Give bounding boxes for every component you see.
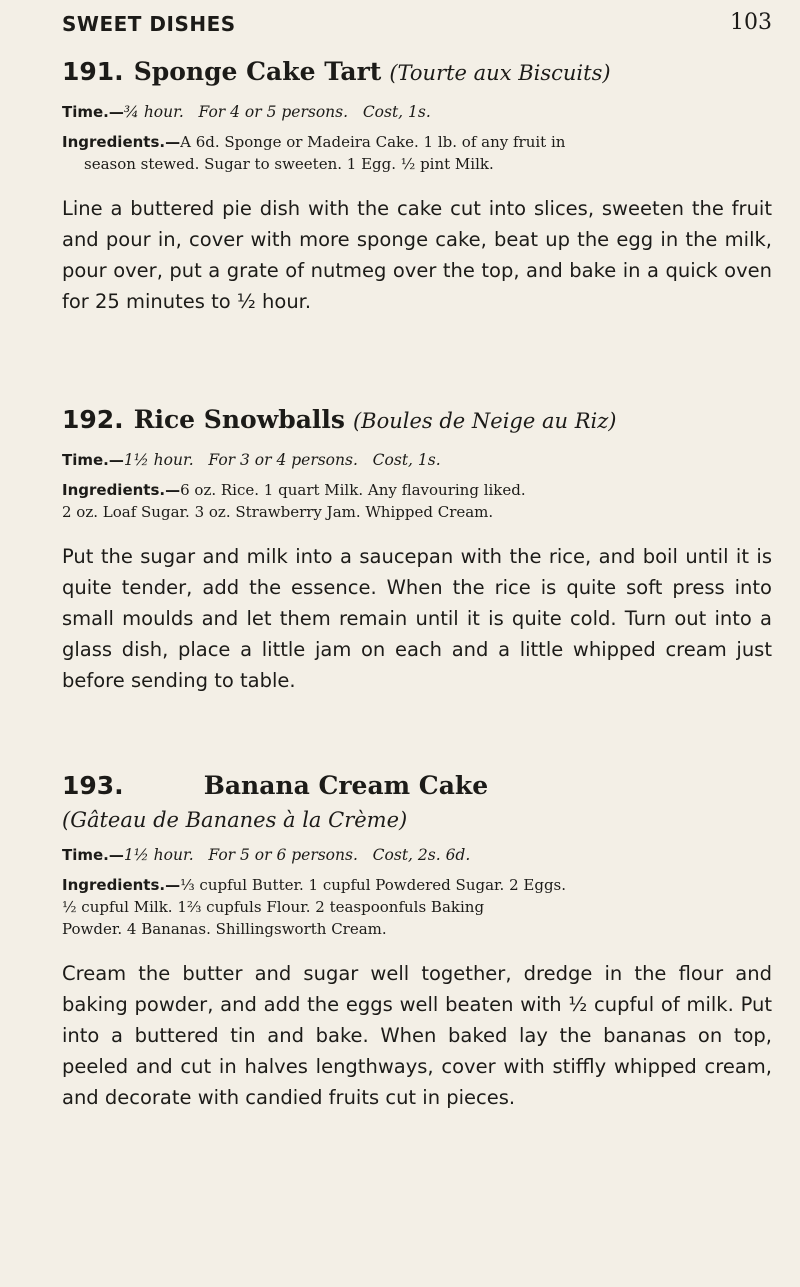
recipe-number: 193.	[62, 771, 124, 800]
time-value: ¾ hour.	[123, 103, 184, 121]
time-label: Time.—	[62, 451, 124, 469]
ingredients-line: ⅓ cupful Butter. 1 cupful Powdered Sugar. 2 Eggs.	[180, 876, 567, 894]
cost: Cost, 1s.	[372, 451, 441, 469]
persons: For 3 or 4 persons.	[208, 451, 358, 469]
ingredients-line: ½ cupful Milk. 1⅔ cupfuls Flour. 2 teaspoonfuls Baking	[62, 898, 485, 916]
time-label: Time.—	[62, 846, 124, 864]
section-title: SWEET DISHES	[62, 12, 236, 36]
time-value: 1½ hour.	[123, 846, 194, 864]
recipe-number: 191.	[62, 57, 124, 86]
recipe-meta	[62, 844, 772, 866]
ingredients	[62, 874, 772, 940]
time-label: Time.—	[62, 103, 124, 121]
recipe-title	[62, 770, 772, 802]
ingredients-line: Powder. 4 Bananas. Shillingsworth Cream.	[62, 920, 387, 938]
recipe-method: Put the sugar and milk into a saucepan with the rice, and boil until it is quite tender, add the essence. When the rice is quite soft press into small moulds and let them remain until it is quite cold. Turn out into a glass dish, place a little jam on each and a little whipped cream just before sending to table.	[62, 545, 772, 692]
ingredients-line: A 6d. Sponge or Madeira Cake. 1 lb. of any fruit in	[180, 133, 566, 151]
recipe-meta	[62, 101, 772, 123]
ingredients	[62, 479, 772, 523]
ingredients-label: Ingredients.—	[62, 876, 181, 894]
running-head	[62, 6, 772, 42]
recipe-name: Rice Snowballs	[133, 405, 345, 434]
cost: Cost, 1s.	[362, 103, 431, 121]
recipe-193	[62, 770, 772, 1113]
recipe-title	[62, 56, 772, 89]
recipe-number: 192.	[62, 405, 124, 434]
time-value: 1½ hour.	[123, 451, 194, 469]
recipe-title	[62, 404, 772, 437]
recipe-192	[62, 404, 772, 696]
ingredients	[62, 131, 772, 175]
ingredients-line: 2 oz. Loaf Sugar. 3 oz. Strawberry Jam. Whipped Cream.	[62, 503, 494, 521]
recipe-meta	[62, 449, 772, 471]
ingredients-label: Ingredients.—	[62, 481, 181, 499]
page-number: 103	[730, 10, 772, 35]
recipe-method: Line a buttered pie dish with the cake cut into slices, sweeten the fruit and pour in, cover with more sponge cake, beat up the egg in the milk, pour over, put a grate of nutmeg over the top, and bake in a quick oven for 25 minutes to ½ hour.	[62, 197, 772, 313]
ingredients-line: 6 oz. Rice. 1 quart Milk. Any flavouring liked.	[180, 481, 526, 499]
recipe-191	[62, 56, 772, 317]
recipe-french-name: (Tourte aux Biscuits)	[389, 61, 611, 85]
recipe-name: Banana Cream Cake	[203, 771, 489, 800]
recipe-name: Sponge Cake Tart	[133, 57, 382, 86]
ingredients-line: season stewed. Sugar to sweeten. 1 Egg. ½ pint Milk.	[84, 155, 494, 173]
persons: For 4 or 5 persons.	[198, 103, 349, 121]
ingredients-label: Ingredients.—	[62, 133, 181, 151]
recipe-french-name: (Boules de Neige au Riz)	[352, 409, 617, 433]
persons: For 5 or 6 persons.	[208, 846, 358, 864]
recipe-method: Cream the butter and sugar well together, dredge in the flour and baking powder, and add the eggs well beaten with ½ cupful of milk. Put into a buttered tin and bake. When baked lay the bananas on top, peeled and cut in halves lengthways, cover with stiffly whipped cream, and decorate with candied fruits cut in pieces.	[62, 962, 772, 1109]
recipe-french-name: (Gâteau de Bananes à la Crème)	[62, 808, 408, 832]
cost: Cost, 2s. 6d.	[372, 846, 471, 864]
